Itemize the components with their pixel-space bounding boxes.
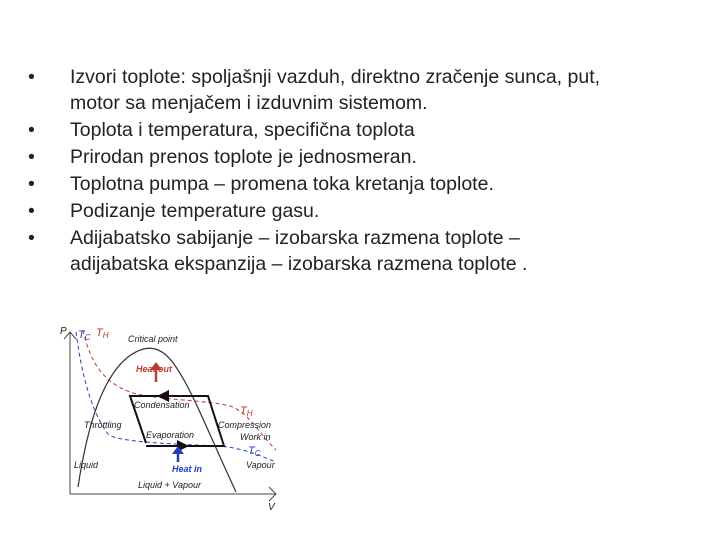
bullet-dot: • (28, 227, 35, 249)
label-tc-right: TC (248, 445, 261, 458)
bullet-item (28, 171, 708, 197)
label-tc-top: TC (78, 329, 91, 342)
bullet-text: Prirodan prenos toplote je jednosmeran. (70, 146, 417, 168)
bullet-text: Izvori toplote: spoljašnji vazduh, direktno zračenje sunca, put, (70, 66, 601, 88)
bullet-item (28, 117, 708, 143)
label-heat-out: Heat out (136, 364, 172, 374)
bullet-dot: • (28, 146, 35, 168)
label-liquid: Liquid (74, 460, 99, 470)
bullet-text: Toplota i temperatura, specifična toplota (70, 119, 415, 141)
axis-label-p: P (60, 326, 67, 337)
bullet-list (28, 64, 708, 278)
bullet-item (28, 144, 708, 170)
bullet-text: Podizanje temperature gasu. (70, 200, 320, 222)
label-compression: Compression (218, 420, 272, 430)
axis-label-v: V (268, 502, 275, 513)
label-th-right: TH (240, 405, 253, 418)
label-condensation: Condensation (134, 400, 190, 410)
bullet-text-cont: motor sa menjačem i izduvnim sistemom. (70, 92, 428, 114)
label-vapour: Vapour (246, 460, 275, 470)
bullet-text: Toplotna pumpa – promena toka kretanja toplote. (70, 173, 494, 195)
label-th-top: TH (96, 327, 109, 340)
bullet-item (28, 225, 708, 277)
bullet-item (28, 198, 708, 224)
heat-in-arrowhead (172, 446, 184, 454)
label-evaporation: Evaporation (146, 430, 195, 440)
label-work-in: Work in (240, 432, 271, 442)
bullet-dot: • (28, 200, 35, 222)
bullet-item (28, 64, 708, 116)
bullet-text-cont: adijabatska ekspanzija – izobarska razmena toplote . (70, 253, 528, 275)
label-throttling: Throttling (84, 420, 122, 430)
bullet-text: Adijabatsko sabijanje – izobarska razmena toplote – (70, 227, 520, 249)
label-liquid-vapour: Liquid + Vapour (138, 480, 201, 490)
label-heat-in: Heat in (172, 464, 203, 474)
bullet-dot: • (28, 119, 35, 141)
bullet-dot: • (28, 66, 35, 88)
label-critical-point: Critical point (128, 334, 178, 344)
bullet-dot: • (28, 173, 35, 195)
pv-diagram (58, 322, 298, 514)
